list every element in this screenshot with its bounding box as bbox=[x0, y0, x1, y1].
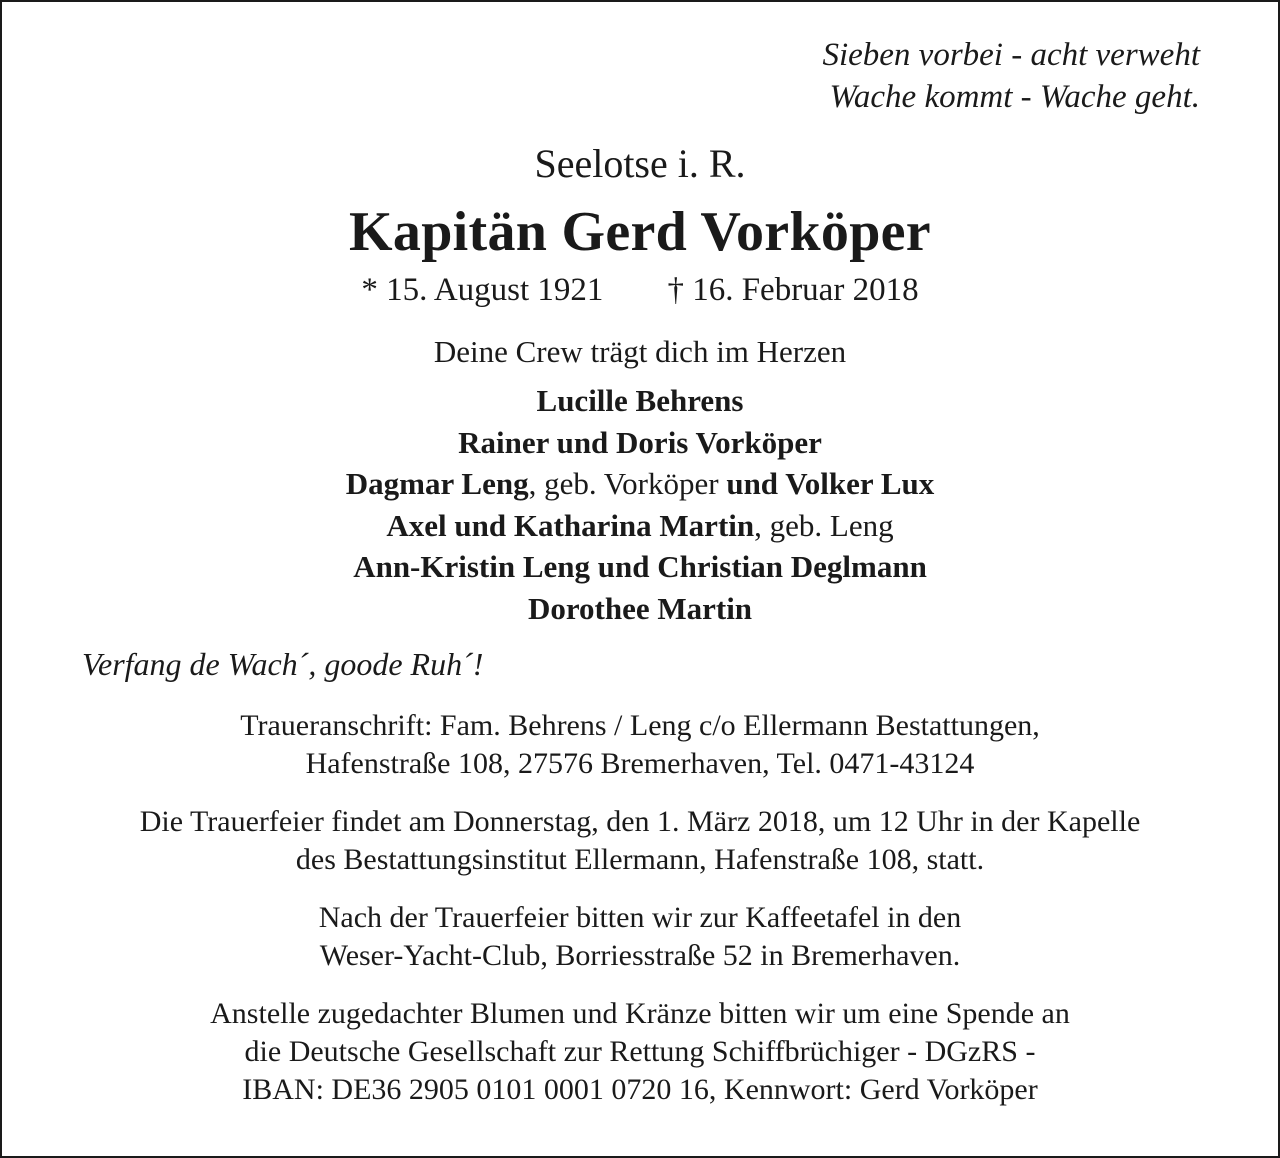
death-date: † 16. Februar 2018 bbox=[667, 272, 919, 308]
crew-line: Deine Crew trägt dich im Herzen bbox=[433, 334, 847, 369]
mourner-note: , geb. Leng bbox=[754, 507, 894, 543]
coffee-line-2: Weser-Yacht-Club, Borriesstraße 52 in Bremerhaven. bbox=[319, 939, 961, 972]
mourner-line bbox=[2, 422, 1278, 464]
donation-line-3: IBAN: DE36 2905 0101 0001 0720 16, Kennwort: Gerd Vorköper bbox=[242, 1073, 1038, 1106]
mourner-line bbox=[2, 463, 1278, 505]
address-block bbox=[2, 707, 1278, 783]
mourner-line bbox=[2, 588, 1278, 630]
ceremony-block bbox=[2, 803, 1278, 879]
mourner-name: Rainer und Doris Vorköper bbox=[458, 424, 822, 460]
address-line-2: Hafenstraße 108, 27576 Bremerhaven, Tel. 0471-43124 bbox=[305, 747, 975, 780]
motto: Verfang de Wach´, goode Ruh´! bbox=[82, 646, 484, 682]
ceremony-line-2: des Bestattungsinstitut Ellermann, Hafenstraße 108, statt. bbox=[295, 843, 985, 876]
mourner-name: Axel und Katharina Martin bbox=[386, 507, 755, 543]
mourner-name: und Volker Lux bbox=[726, 466, 935, 501]
mourner-line bbox=[2, 505, 1278, 547]
life-dates bbox=[2, 272, 1278, 309]
coffee-block bbox=[2, 899, 1278, 975]
mourner-name: Lucille Behrens bbox=[536, 383, 744, 418]
donation-line-2: die Deutsche Gesellschaft zur Rettung Schiffbrüchiger - DGzRS - bbox=[244, 1035, 1036, 1068]
donation-block bbox=[2, 995, 1278, 1109]
poem-line-2: Wache kommt - Wache geht. bbox=[829, 79, 1200, 115]
mourner-name: Dorothee Martin bbox=[527, 590, 753, 626]
birth-date: * 15. August 1921 bbox=[361, 272, 604, 308]
mourner-name: Ann-Kristin Leng und Christian Deglmann bbox=[353, 549, 927, 584]
donation-line-1: Anstelle zugedachter Blumen und Kränze bitten wir um eine Spende an bbox=[210, 997, 1070, 1030]
poem-line-1: Sieben vorbei - acht verweht bbox=[822, 37, 1200, 73]
deceased-name: Kapitän Gerd Vorköper bbox=[349, 201, 931, 263]
mourners-list bbox=[2, 380, 1278, 629]
address-line-1: Traueranschrift: Fam. Behrens / Leng c/o Ellermann Bestattungen, bbox=[240, 709, 1040, 742]
mourner-name: Dagmar Leng bbox=[345, 466, 529, 501]
ceremony-line-1: Die Trauerfeier findet am Donnerstag, den 1. März 2018, um 12 Uhr in der Kapelle bbox=[139, 805, 1141, 838]
mourner-note: , geb. Vorköper bbox=[528, 466, 727, 501]
mourner-line bbox=[2, 380, 1278, 422]
coffee-line-1: Nach der Trauerfeier bitten wir zur Kaffeetafel in den bbox=[318, 901, 962, 934]
mourner-line bbox=[2, 546, 1278, 588]
poem-verse bbox=[822, 34, 1200, 118]
subtitle: Seelotse i. R. bbox=[534, 141, 746, 186]
